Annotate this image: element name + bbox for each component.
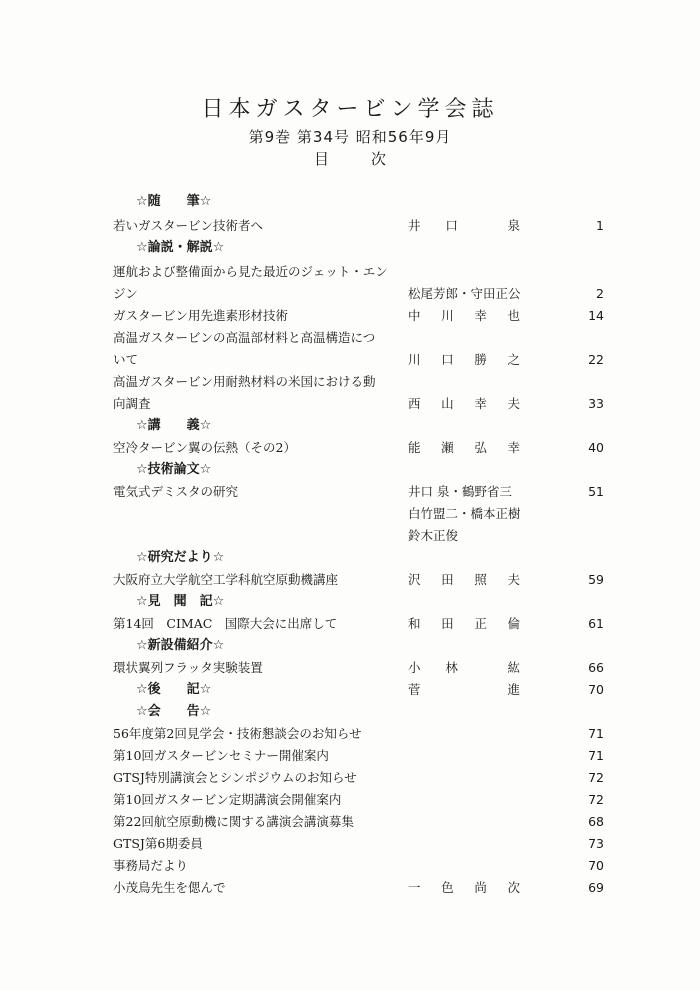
- entry-title: 環状翼列フラッタ実験装置: [113, 660, 263, 675]
- entry-title: 運航および整備面から見た最近のジェット・エン: [113, 264, 388, 279]
- section-heading-kougi: ☆講 義☆: [136, 418, 212, 433]
- dot-leader: [302, 438, 394, 458]
- entry-title: 第10回ガスタービンセミナー開催案内: [113, 748, 329, 763]
- dot-leader: [534, 394, 566, 414]
- entry-author: 西 山 幸 夫: [408, 396, 520, 411]
- entry-author: 一 色 尚 次: [408, 880, 520, 895]
- dot-leader: [534, 658, 566, 678]
- entry-author: 井口 泉・鶴野省三: [408, 484, 512, 499]
- entry-author: 松尾芳郎・守田正公: [408, 286, 521, 301]
- dot-leader: [350, 746, 566, 766]
- entry-page-number: 40: [588, 440, 604, 455]
- dot-leader: [364, 614, 394, 634]
- entry-title-continued: 向調査: [113, 396, 151, 411]
- entry-title: 第22回航空原動機に関する講演会講演募集: [113, 814, 354, 829]
- entry-page-number: 66: [588, 660, 604, 675]
- entry-author: 白竹盟二・橋本正樹: [408, 506, 521, 521]
- entry-page-number: 70: [588, 682, 604, 697]
- entry-title: 空冷タービン翼の伝熱（その2）: [113, 440, 296, 455]
- dot-leader: [342, 570, 394, 590]
- toc-heading: 目次: [313, 150, 428, 168]
- entry-page-number: 1: [596, 218, 604, 233]
- entry-page-number: 33: [588, 396, 604, 411]
- dot-leader: [534, 306, 566, 326]
- section-heading-kenkyu: ☆研究だより☆: [136, 550, 225, 565]
- dot-leader: [222, 834, 566, 854]
- section-heading-kaikoku: ☆会 告☆: [136, 704, 212, 719]
- journal-title: 日本ガスタービン学会誌: [201, 97, 499, 122]
- entry-author: 能 瀬 弘 幸: [408, 440, 520, 455]
- entry-page-number: 59: [588, 572, 604, 587]
- dot-leader: [293, 306, 393, 326]
- dot-leader: [162, 394, 396, 414]
- entry-title: 事務局だより: [113, 858, 189, 873]
- dot-leader: [534, 570, 566, 590]
- entry-author: 和 田 正 倫: [408, 616, 520, 631]
- entry-title: 第10回ガスタービン定期講演会開催案内: [113, 792, 342, 807]
- entry-title-continued: いて: [113, 352, 139, 367]
- dot-leader: [362, 812, 566, 832]
- section-heading-shinsetsubi: ☆新設備紹介☆: [136, 638, 225, 653]
- entry-title: 大阪府立大学航空工学科航空原動機講座: [113, 572, 339, 587]
- dot-leader: [250, 482, 396, 502]
- dot-leader: [146, 284, 396, 304]
- entry-author: 沢 田 照 夫: [408, 572, 520, 587]
- dot-leader: [534, 878, 566, 898]
- entry-title: 高温ガスタービンの高温部材料と高温構造につ: [113, 330, 376, 345]
- entry-title-continued: ジン: [113, 286, 138, 301]
- dot-leader: [534, 350, 566, 370]
- entry-author: 井 口 泉: [408, 218, 520, 233]
- entry-page-number: 70: [588, 858, 604, 873]
- dot-leader: [272, 658, 394, 678]
- entry-page-number: 2: [596, 286, 604, 301]
- section-heading-zuihitsu: ☆随 筆☆: [136, 194, 212, 209]
- entry-author: 鈴木正俊: [408, 528, 459, 543]
- entry-title: GTSJ特別講演会とシンポジウムのお知らせ: [113, 770, 357, 785]
- dot-leader: [534, 438, 566, 458]
- entry-title: 56年度第2回見学会・技術懇談会のお知らせ: [113, 726, 362, 741]
- entry-page-number: 72: [588, 792, 604, 807]
- entry-page-number: 68: [588, 814, 604, 829]
- entry-page-number: 14: [588, 308, 604, 323]
- dot-leader: [202, 856, 566, 876]
- section-heading-gijutsu: ☆技術論文☆: [136, 462, 212, 477]
- entry-title: 若いガスタービン技術者へ: [113, 218, 264, 233]
- dot-leader: [146, 350, 396, 370]
- entry-title: GTSJ第6期委員: [113, 836, 203, 851]
- entry-page-number: 71: [588, 726, 604, 741]
- entry-page-number: 22: [588, 352, 604, 367]
- section-heading-kenbunki: ☆見 聞 記☆: [136, 594, 225, 609]
- dot-leader: [386, 724, 566, 744]
- dot-leader: [358, 790, 566, 810]
- section-heading-ronsetsu: ☆論説・解説☆: [136, 240, 225, 255]
- entry-author: 菅 進: [408, 682, 520, 697]
- dot-leader: [232, 878, 394, 898]
- entry-author: 中 川 幸 也: [408, 308, 520, 323]
- dot-leader: [534, 482, 566, 502]
- dot-leader: [534, 614, 566, 634]
- entry-title: 高温ガスタービン用耐熱材料の米国における動: [113, 374, 376, 389]
- entry-title: 小茂鳥先生を偲んで: [113, 880, 226, 895]
- entry-page-number: 72: [588, 770, 604, 785]
- entry-page-number: 71: [588, 748, 604, 763]
- entry-page-number: 61: [588, 616, 604, 631]
- dot-leader: [372, 768, 566, 788]
- dot-leader: [534, 216, 566, 236]
- entry-title: ガスタービン用先進素形材技術: [113, 308, 289, 323]
- entry-page-number: 51: [588, 484, 604, 499]
- issue-info: 第9巻 第34号 昭和56年9月: [248, 128, 452, 146]
- dot-leader: [272, 216, 392, 236]
- entry-title: 第14回 CIMAC 国際大会に出席して: [113, 616, 338, 631]
- section-heading-kouki: ☆後 記☆: [136, 682, 212, 697]
- dot-leader: [534, 680, 566, 700]
- entry-page-number: 73: [588, 836, 604, 851]
- entry-page-number: 69: [588, 880, 604, 895]
- entry-author: 川 口 勝 之: [408, 352, 520, 367]
- entry-author: 小 林 紘: [408, 660, 520, 675]
- entry-title: 電気式デミスタの研究: [113, 484, 239, 499]
